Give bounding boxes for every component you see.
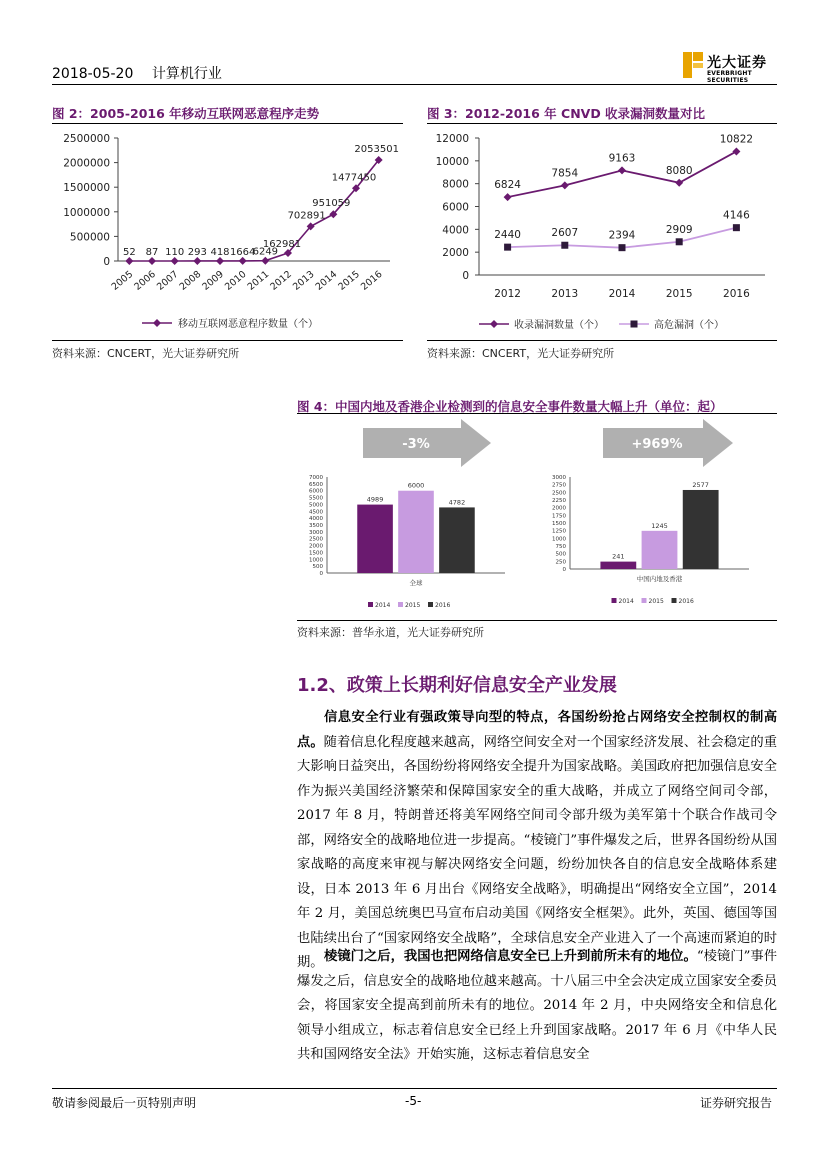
fig2-x-tick-label: 2012 bbox=[268, 268, 294, 293]
fig3-series-b-point bbox=[504, 244, 511, 251]
fig4-china-y-tick-label: 2750 bbox=[552, 482, 566, 489]
fig4-global-y-tick-label: 6000 bbox=[309, 488, 323, 495]
fig4-china-legend-label: 2016 bbox=[678, 598, 694, 605]
fig2-x-tick-label: 2009 bbox=[200, 268, 226, 293]
header-meta bbox=[52, 63, 236, 83]
fig3-y-tick-label: 12000 bbox=[435, 133, 469, 145]
figure2-chart-frame bbox=[52, 123, 403, 341]
fig2-x-tick-label: 2006 bbox=[132, 268, 158, 293]
fig4-china-legend-swatch bbox=[612, 598, 617, 603]
fig4-global-y-tick-label: 6500 bbox=[309, 481, 323, 488]
fig3-y-tick-label: 0 bbox=[462, 270, 469, 282]
fig2-x-tick-label: 2008 bbox=[177, 268, 204, 293]
footer-report-type: 证券研究报告 bbox=[700, 1096, 773, 1110]
fig4-global-y-tick-label: 0 bbox=[319, 571, 323, 577]
industry-label: 计算机行业 bbox=[151, 66, 222, 82]
fig4-global-y-tick-label: 7000 bbox=[309, 475, 323, 481]
fig2-data-label: 162981 bbox=[262, 238, 302, 250]
fig4-china-legend-label: 2015 bbox=[648, 598, 664, 605]
fig3-legend-b-marker bbox=[631, 321, 638, 328]
figure2-chart bbox=[52, 124, 403, 340]
fig2-y-tick-label: 0 bbox=[103, 256, 110, 268]
fig4-global-y-tick-label: 5000 bbox=[309, 502, 323, 509]
fig2-legend-label: 移动互联网恶意程序数量（个） bbox=[178, 319, 318, 330]
fig3-series-a-label: 8080 bbox=[665, 164, 693, 177]
fig4-china-bar-label: 241 bbox=[612, 552, 625, 561]
fig2-x-tick-label: 2005 bbox=[109, 268, 136, 293]
fig4-china-bar-2016 bbox=[683, 490, 719, 569]
fig2-y-tick-label: 1500000 bbox=[63, 182, 110, 195]
fig3-series-a-point bbox=[504, 193, 512, 201]
fig2-data-label: 702891 bbox=[287, 210, 326, 222]
fig4-global-bar-2014 bbox=[357, 505, 393, 573]
fig4-global-legend-label: 2016 bbox=[435, 602, 451, 609]
page-number: -5- bbox=[405, 1094, 422, 1108]
fig3-series-b-point bbox=[561, 242, 568, 249]
fig3-x-tick-label: 2016 bbox=[723, 288, 750, 300]
fig4-china-y-tick-label: 1750 bbox=[552, 513, 566, 520]
fig3-legend-b-label: 高危漏洞（个） bbox=[654, 320, 724, 331]
fig3-legend-a-marker bbox=[490, 320, 498, 328]
fig4-china-y-tick-label: 3000 bbox=[552, 475, 566, 481]
fig3-series-a-point bbox=[732, 147, 740, 155]
fig4-china-legend-swatch bbox=[642, 598, 647, 603]
fig4-china-y-tick-label: 1250 bbox=[552, 528, 566, 535]
footer-disclaimer: 敬请参阅最后一页特别声明 bbox=[52, 1096, 197, 1110]
logo-cn: 光大证券 bbox=[707, 55, 767, 71]
fig3-x-tick-label: 2012 bbox=[494, 288, 521, 300]
fig2-data-label: 52 bbox=[122, 246, 136, 258]
fig2-x-tick-label: 2007 bbox=[154, 268, 181, 293]
figure3-chart bbox=[427, 124, 777, 340]
fig4-china-y-tick-label: 500 bbox=[555, 551, 566, 558]
fig3-series-b-point bbox=[733, 224, 740, 231]
fig4-global-y-tick-label: 3500 bbox=[309, 523, 323, 529]
fig2-x-tick-label: 2015 bbox=[336, 268, 362, 293]
fig4-global-bar-label: 4782 bbox=[448, 498, 466, 507]
fig4-china-bar-2015 bbox=[642, 531, 678, 569]
header-divider bbox=[52, 84, 777, 85]
fig4-china-y-tick-label: 2000 bbox=[552, 505, 566, 512]
fig4-global-legend-swatch bbox=[428, 602, 433, 607]
fig4-global-bar-2015 bbox=[398, 491, 434, 573]
fig2-point bbox=[261, 257, 269, 265]
fig4-china-y-tick-label: 0 bbox=[562, 567, 566, 573]
fig4-china-y-tick-label: 2500 bbox=[552, 490, 566, 497]
fig3-series-b-label: 2909 bbox=[665, 223, 693, 236]
fig4-global-y-tick-label: 1000 bbox=[309, 557, 323, 564]
paragraph-2-lead: 棱镜门之后，我国也把网络信息安全已上升到前所未有的地位。 bbox=[324, 949, 697, 964]
fig3-y-tick-label: 10000 bbox=[435, 155, 469, 168]
fig3-series-b-label: 2440 bbox=[494, 229, 521, 242]
fig3-legend-a-label: 收录漏洞数量（个） bbox=[514, 320, 604, 331]
fig4-china-legend-label: 2014 bbox=[618, 598, 634, 605]
fig2-data-label: 951059 bbox=[312, 198, 351, 210]
fig3-y-tick-label: 6000 bbox=[442, 201, 469, 214]
fig2-data-label: 6249 bbox=[252, 246, 279, 258]
fig2-data-label: 87 bbox=[145, 246, 159, 258]
fig2-x-tick-label: 2011 bbox=[245, 268, 272, 293]
fig4-china-y-tick-label: 1500 bbox=[552, 521, 566, 527]
fig2-x-tick-label: 2014 bbox=[313, 268, 340, 293]
fig4-china-y-tick-label: 250 bbox=[555, 559, 566, 566]
fig3-series-b-label: 2394 bbox=[608, 229, 636, 242]
fig4-global-x-tick-label: 全球 bbox=[409, 579, 423, 587]
fig4-global-bar-label: 4989 bbox=[366, 495, 384, 504]
fig2-x-tick-label: 2010 bbox=[222, 268, 249, 293]
fig4-global-bar-label: 6000 bbox=[407, 481, 425, 490]
fig3-x-tick-label: 2013 bbox=[551, 288, 579, 300]
fig4-china-y-tick-label: 2250 bbox=[552, 498, 566, 504]
fig2-point bbox=[125, 257, 133, 265]
fig3-x-tick-label: 2014 bbox=[608, 288, 636, 300]
fig2-point bbox=[193, 257, 201, 265]
fig3-series-a-label: 10822 bbox=[719, 133, 754, 146]
fig2-data-label: 418 bbox=[210, 246, 230, 258]
fig2-data-label: 1664 bbox=[229, 246, 256, 258]
logo-mark-icon bbox=[683, 52, 703, 78]
fig2-y-tick-label: 1000000 bbox=[63, 206, 110, 219]
fig4-china-y-tick-label: 750 bbox=[555, 544, 566, 550]
fig2-point bbox=[216, 257, 224, 265]
figure2-title: 图 2：2005-2016 年移动互联网恶意程序走势 bbox=[52, 106, 320, 121]
footer-divider bbox=[52, 1088, 777, 1089]
fig2-data-label: 1477450 bbox=[331, 172, 377, 184]
report-date: 2018-05-20 bbox=[52, 66, 134, 82]
fig3-series-a-label: 6824 bbox=[494, 179, 521, 192]
fig4-global-y-tick-label: 2000 bbox=[309, 543, 323, 550]
paragraph-1-lead: 信息安全行业有强政策导向型的特点，各国纷纷抢占网络安全控制权的制高点。 bbox=[297, 710, 777, 750]
fig2-data-label: 2053501 bbox=[354, 143, 399, 155]
fig4-china-y-tick-label: 1000 bbox=[552, 536, 566, 543]
figure3-source: 资料来源：CNCERT，光大证券研究所 bbox=[427, 347, 615, 360]
fig2-x-tick-label: 2016 bbox=[358, 268, 385, 293]
fig4-global-y-tick-label: 4000 bbox=[309, 516, 323, 523]
fig3-series-a-point bbox=[561, 181, 569, 189]
fig2-data-label: 110 bbox=[165, 246, 185, 258]
fig3-y-tick-label: 2000 bbox=[442, 247, 469, 260]
fig2-point bbox=[171, 257, 179, 265]
everbright-logo bbox=[683, 52, 783, 82]
fig2-legend-marker bbox=[153, 319, 161, 327]
figure3-title: 图 3：2012-2016 年 CNVD 收录漏洞数量对比 bbox=[427, 106, 706, 121]
logo-en: EVERBRIGHT SECURITIES bbox=[707, 70, 752, 84]
fig3-series-b-point bbox=[619, 244, 626, 251]
fig4-global-legend-swatch bbox=[368, 602, 373, 607]
fig4-china-x-tick-label: 中国内地及香港 bbox=[636, 575, 683, 583]
fig2-point bbox=[148, 257, 156, 265]
paragraph-1 bbox=[297, 706, 777, 976]
section-title: 1.2、政策上长期利好信息安全产业发展 bbox=[297, 675, 617, 696]
fig3-x-tick-label: 2015 bbox=[665, 288, 693, 300]
fig2-y-tick-label: 2500000 bbox=[63, 133, 110, 145]
fig4-global-y-tick-label: 1500 bbox=[309, 550, 323, 557]
figure4-source: 资料来源：普华永道，光大证券研究所 bbox=[297, 626, 484, 639]
fig3-series-a-label: 7854 bbox=[551, 167, 579, 180]
fig4-global-legend-label: 2014 bbox=[375, 602, 391, 609]
fig4-china-bar-label: 2577 bbox=[692, 480, 709, 489]
fig2-y-tick-label: 2000000 bbox=[63, 157, 110, 170]
fig2-x-tick-label: 2013 bbox=[290, 268, 317, 293]
fig4-china-bar-2014 bbox=[600, 562, 636, 569]
figure3-chart-frame bbox=[427, 123, 777, 341]
paragraph-2 bbox=[297, 945, 777, 1068]
paragraph-2-body: “棱镜门”事件爆发之后，信息安全的战略地位越来越高。十八届三中全会决定成立国家安全委员会，将国家安全提高到前所未有的地位。2014 年 2 月，中央网络安全和信息化领导小组成立，标志着信息安全已经上升到国家战略。2017 年 6 月《中华人民共和国网络安全法》开始实施，这标志着信息安全 bbox=[297, 949, 777, 1062]
fig3-series-b-point bbox=[676, 238, 683, 245]
figure4-chart-frame bbox=[297, 413, 777, 621]
fig3-series-b-label: 2607 bbox=[551, 227, 579, 240]
fig4-china-bar-label: 1245 bbox=[651, 521, 668, 530]
fig2-point bbox=[239, 257, 247, 265]
fig4-global-y-tick-label: 2500 bbox=[309, 536, 323, 543]
fig3-series-a-label: 9163 bbox=[608, 152, 636, 165]
fig3-series-a-point bbox=[675, 179, 683, 187]
paragraph-1-body: 随着信息化程度越来越高，网络空间安全对一个国家经济发展、社会稳定的重大影响日益突出，各国纷纷将网络安全提升为国家战略。美国政府把加强信息安全作为振兴美国经济繁荣和保障国家安全的重大战略，并成立了网络空间司令部，2017 年 8 月，特朗普还将美军网络空间司令部升级为美军第十个联合作战司令部，网络安全的战略地位进一步提高。“棱镜门”事件爆发之后，世界各国纷纷从国家战略的高度来审视与解决网络安全问题，纷纷加快各自的信息安全战略体系建设，日本 2013 年 6 月出台《网络安全战略》，明确提出“网络安全立国”，2014 年 2 月，美国总统奥巴马宣布启动美国《网络安全框架》。此外，英国、德国等国也陆续出台了“国家网络安全战略”，全球信息安全产业进入了一个高速而紧迫的时期。 bbox=[297, 734, 778, 970]
fig2-data-label: 293 bbox=[187, 246, 207, 258]
fig2-y-tick-label: 500000 bbox=[69, 231, 110, 244]
figure4-chart bbox=[297, 414, 777, 620]
fig4-global-legend-label: 2015 bbox=[405, 602, 421, 609]
fig4-arrow-left-label: -3% bbox=[402, 437, 430, 452]
fig4-global-y-tick-label: 4500 bbox=[309, 509, 323, 516]
fig3-series-b-label: 4146 bbox=[723, 209, 750, 222]
fig4-global-legend-swatch bbox=[398, 602, 403, 607]
fig4-global-y-tick-label: 3000 bbox=[309, 529, 323, 536]
fig4-global-y-tick-label: 500 bbox=[312, 564, 323, 571]
fig4-global-bar-2016 bbox=[439, 507, 475, 573]
fig4-global-y-tick-label: 5500 bbox=[309, 495, 323, 502]
fig3-series-a-point bbox=[618, 166, 626, 174]
figure2-source: 资料来源：CNCERT，光大证券研究所 bbox=[52, 347, 240, 360]
fig4-arrow-right-label: +969% bbox=[631, 437, 683, 452]
fig3-y-tick-label: 8000 bbox=[442, 178, 469, 191]
fig3-y-tick-label: 4000 bbox=[442, 224, 469, 237]
fig4-china-legend-swatch bbox=[672, 598, 677, 603]
figure4-title: 图 4：中国内地及香港企业检测到的信息安全事件数量大幅上升（单位：起） bbox=[297, 399, 723, 414]
